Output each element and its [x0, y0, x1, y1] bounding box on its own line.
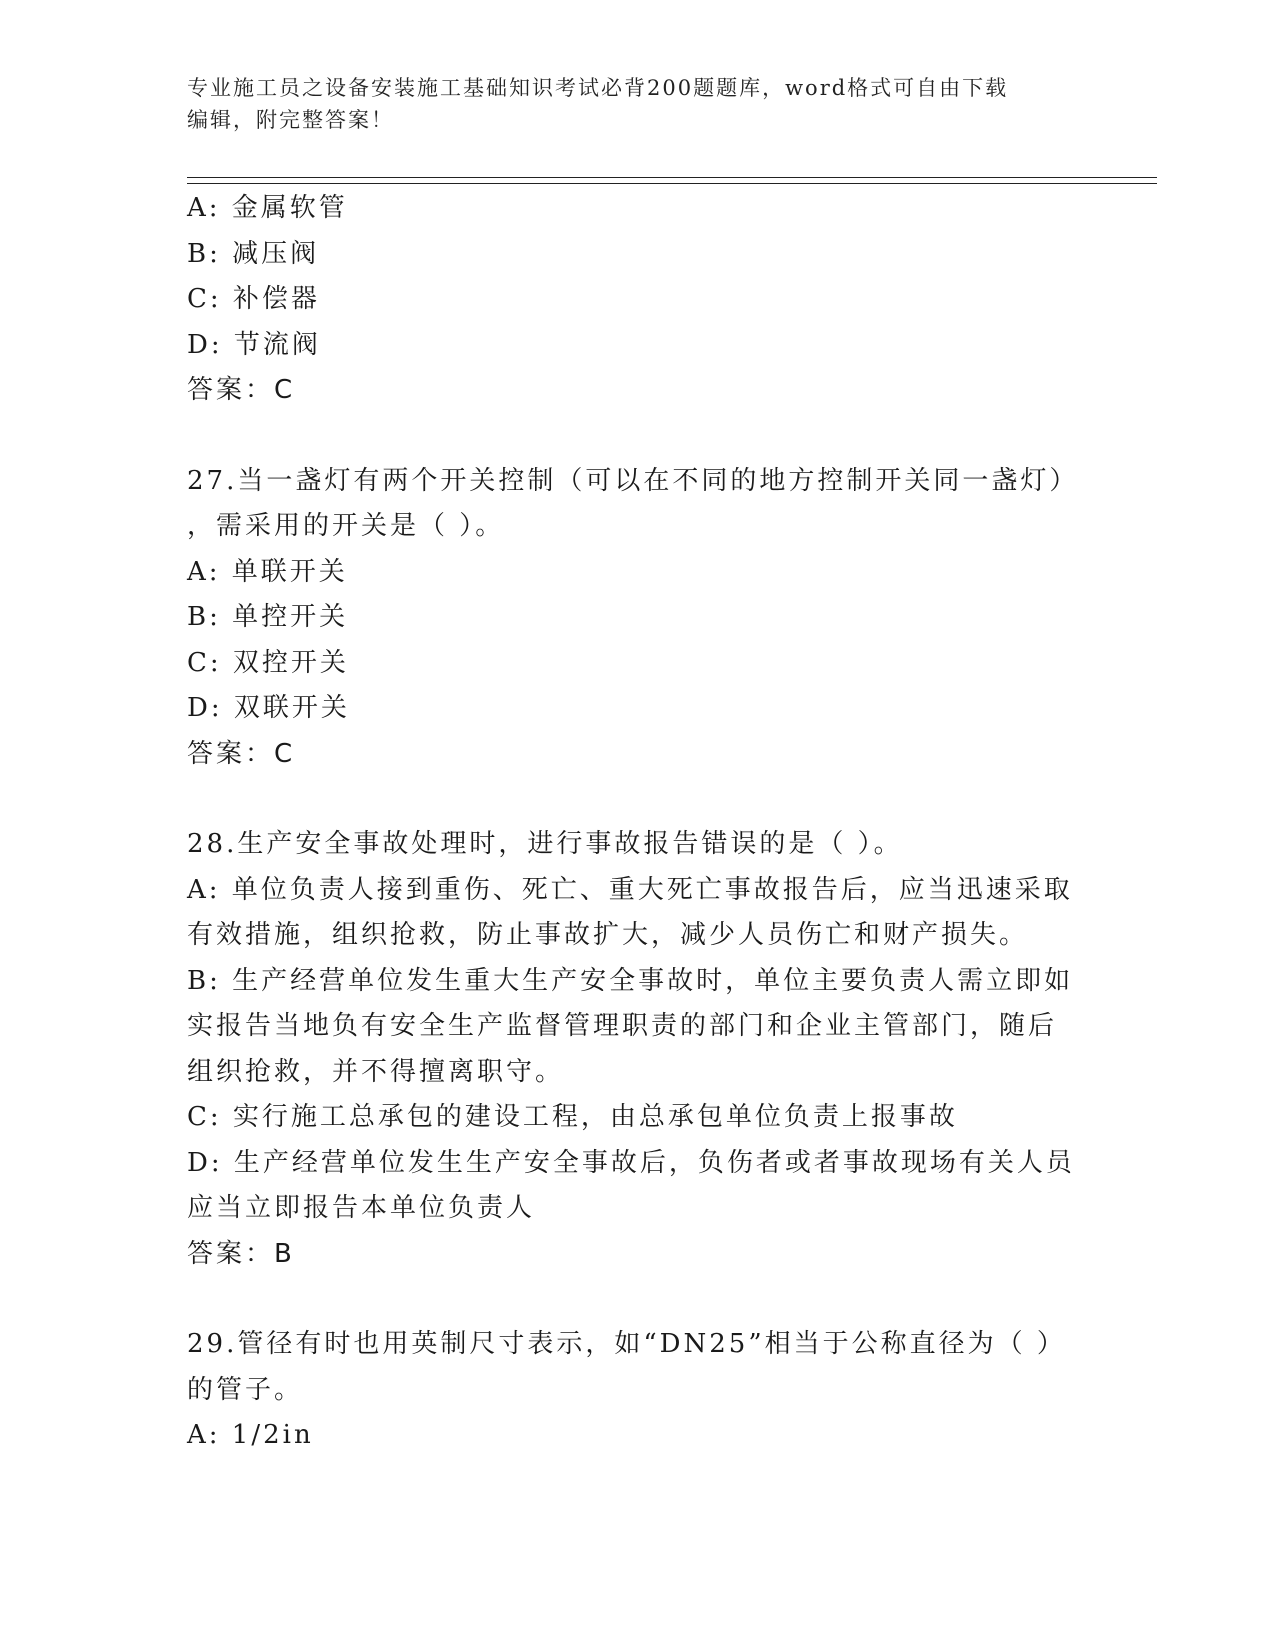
question-stem-line: ，需采用的开关是（ ）。: [187, 511, 505, 541]
option-line: A: 单位负责人接到重伤、死亡、重大死亡事故报告后，应当迅速采取: [187, 874, 1073, 905]
header-title-line-1: 专业施工员之设备安装施工基础知识考试必背200题题库，word格式可自由下载: [187, 76, 1009, 100]
question-stem-line: 29.管径有时也用英制尺寸表示，如“DN25”相当于公称直径为（ ）: [187, 1329, 1066, 1359]
option-line: D: 生产经营单位发生生产安全事故后，负伤者或者事故现场有关人员: [187, 1147, 1075, 1178]
option-line: C: 实行施工总承包的建设工程，由总承包单位负责上报事故: [187, 1102, 958, 1132]
option-a: A: 单联开关: [187, 556, 348, 587]
option-b: B: 单控开关: [187, 602, 349, 632]
answer: 答案：C: [187, 738, 296, 769]
question-content: [187, 186, 1087, 1459]
option-a: A: 1/2in: [187, 1420, 314, 1450]
question-stem-line: 的管子。: [187, 1374, 304, 1405]
option-d: D: 双联开关: [187, 693, 350, 723]
question-stem-line: 28.生产安全事故处理时，进行事故报告错误的是（ ）。: [187, 829, 903, 859]
option-a: A: 金属软管: [187, 193, 348, 223]
question-28: [187, 822, 1087, 1277]
option-b: B: 减压阀: [187, 238, 320, 269]
option-line: B: 生产经营单位发生重大生产安全事故时，单位主要负责人需立即如: [187, 965, 1074, 996]
header-divider: [187, 177, 1157, 184]
option-c: C: 双控开关: [187, 647, 349, 678]
question-stem-line: 27.当一盏灯有两个开关控制（可以在不同的地方控制开关同一盏灯）: [187, 465, 1079, 496]
question-29: [187, 1322, 1087, 1459]
option-line: 实报告当地负有安全生产监督管理职责的部门和企业主管部门，随后: [187, 1011, 1058, 1041]
answer: 答案：B: [187, 1238, 295, 1269]
option-d: D: 节流阀: [187, 329, 321, 360]
question-27: [187, 459, 1087, 778]
question-26: [187, 186, 1087, 414]
document-header: [187, 72, 1087, 136]
option-c: C: 补偿器: [187, 284, 320, 314]
header-title-line-2: 编辑，附完整答案！: [187, 108, 394, 132]
option-line: 组织抢救，并不得擅离职守。: [187, 1056, 565, 1087]
option-line: 应当立即报告本单位负责人: [187, 1193, 536, 1223]
option-line: 有效措施，组织抢救，防止事故扩大，减少人员伤亡和财产损失。: [187, 920, 1029, 950]
answer: 答案：C: [187, 375, 296, 405]
